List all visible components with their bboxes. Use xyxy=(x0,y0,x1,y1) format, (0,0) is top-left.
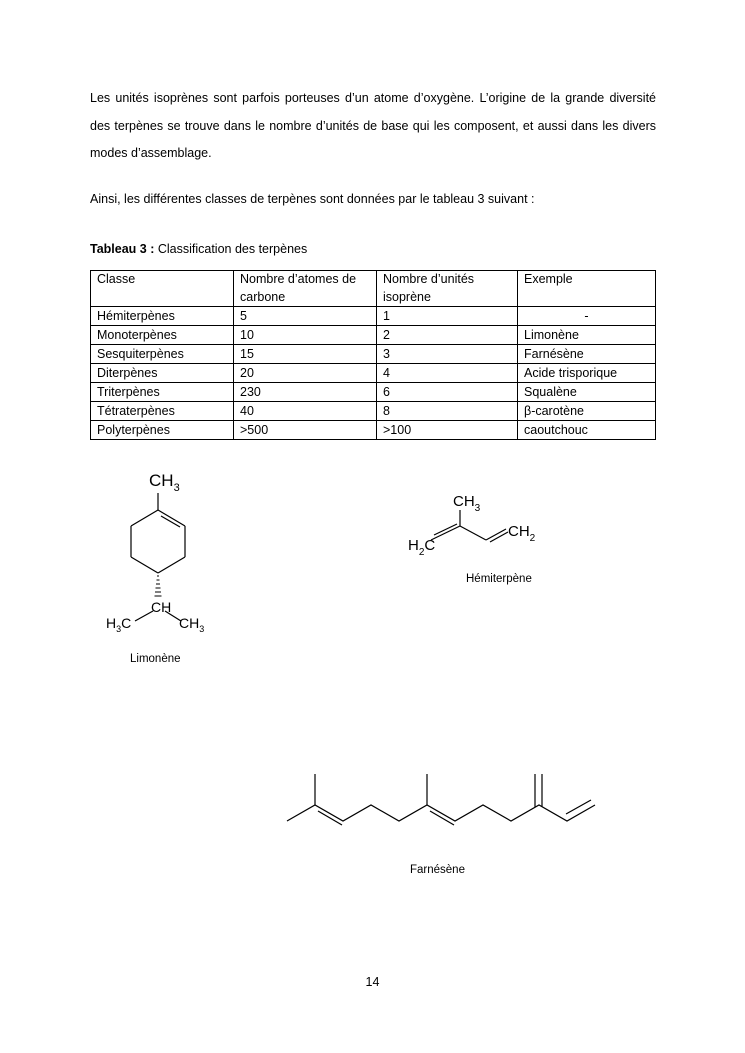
cell-isoprene: 2 xyxy=(377,326,518,345)
limonene-label: Limonène xyxy=(130,653,181,665)
paragraph-intro: Les unités isoprènes sont parfois porteuses d’un atome d’oxygène. L’origine de la grande diversité des terpènes se trouve dans le nombre d’unités de base qui les composent, et aussi dans les divers modes d’assemblage. xyxy=(90,91,656,160)
table-caption-text: Classification des terpènes xyxy=(154,242,308,256)
limonene-left-group: $H_3C$ xyxy=(106,615,132,634)
cell-carbon: 40 xyxy=(234,402,377,421)
page-number: 14 xyxy=(365,975,380,989)
cell-example: - xyxy=(518,307,656,326)
hemiterpene-bonds xyxy=(431,510,508,542)
farnesene-bonds xyxy=(287,774,595,825)
cell-carbon: 230 xyxy=(234,383,377,402)
cell-classe: Monoterpènes xyxy=(91,326,234,345)
cell-classe: Sesquiterpènes xyxy=(91,345,234,364)
cell-carbon: 5 xyxy=(234,307,377,326)
cell-example: Squalène xyxy=(518,383,656,402)
header-isoprene-units: Nombre d’unités isoprène xyxy=(377,271,518,307)
cell-isoprene: 3 xyxy=(377,345,518,364)
cell-carbon: 10 xyxy=(234,326,377,345)
table-caption-label: Tableau 3 : xyxy=(90,242,155,256)
cell-carbon: 20 xyxy=(234,364,377,383)
cell-example: Limonène xyxy=(518,326,656,345)
cell-classe: Hémiterpènes xyxy=(91,307,234,326)
hemiterpene-left-group: $H_2C$ xyxy=(408,537,436,558)
hemiterpene-label: Hémiterpène xyxy=(466,573,532,585)
limonene-top-group: $CH_3$ xyxy=(149,471,180,494)
cell-isoprene: 8 xyxy=(377,402,518,421)
cell-carbon: 15 xyxy=(234,345,377,364)
header-example: Exemple xyxy=(518,271,656,307)
cell-classe: Tétraterpènes xyxy=(91,402,234,421)
limonene-hash-bond xyxy=(155,576,162,596)
limonene-right-group: $CH_3$ xyxy=(179,615,205,634)
cell-example: caoutchouc xyxy=(518,421,656,440)
header-carbon-atoms: Nombre d’atomes de carbone xyxy=(234,271,377,307)
cell-example: β-carotène xyxy=(518,402,656,421)
limonene-ch: CH xyxy=(151,599,172,615)
header-classe: Classe xyxy=(91,271,234,307)
cell-example: Farnésène xyxy=(518,345,656,364)
cell-isoprene: 6 xyxy=(377,383,518,402)
cell-classe: Polyterpènes xyxy=(91,421,234,440)
cell-classe: Triterpènes xyxy=(91,383,234,402)
cell-example: Acide trisporique xyxy=(518,364,656,383)
cell-isoprene: >100 xyxy=(377,421,518,440)
hemiterpene-top-group: $CH_3$ xyxy=(453,493,481,514)
cell-classe: Diterpènes xyxy=(91,364,234,383)
hemiterpene-right-group: $CH_2$ xyxy=(508,523,536,544)
farnesene-label: Farnésène xyxy=(410,864,465,876)
cell-isoprene: 4 xyxy=(377,364,518,383)
paragraph-table-intro: Ainsi, les différentes classes de terpènes sont données par le tableau 3 suivant : xyxy=(90,192,535,206)
cell-carbon: >500 xyxy=(234,421,377,440)
cell-isoprene: 1 xyxy=(377,307,518,326)
